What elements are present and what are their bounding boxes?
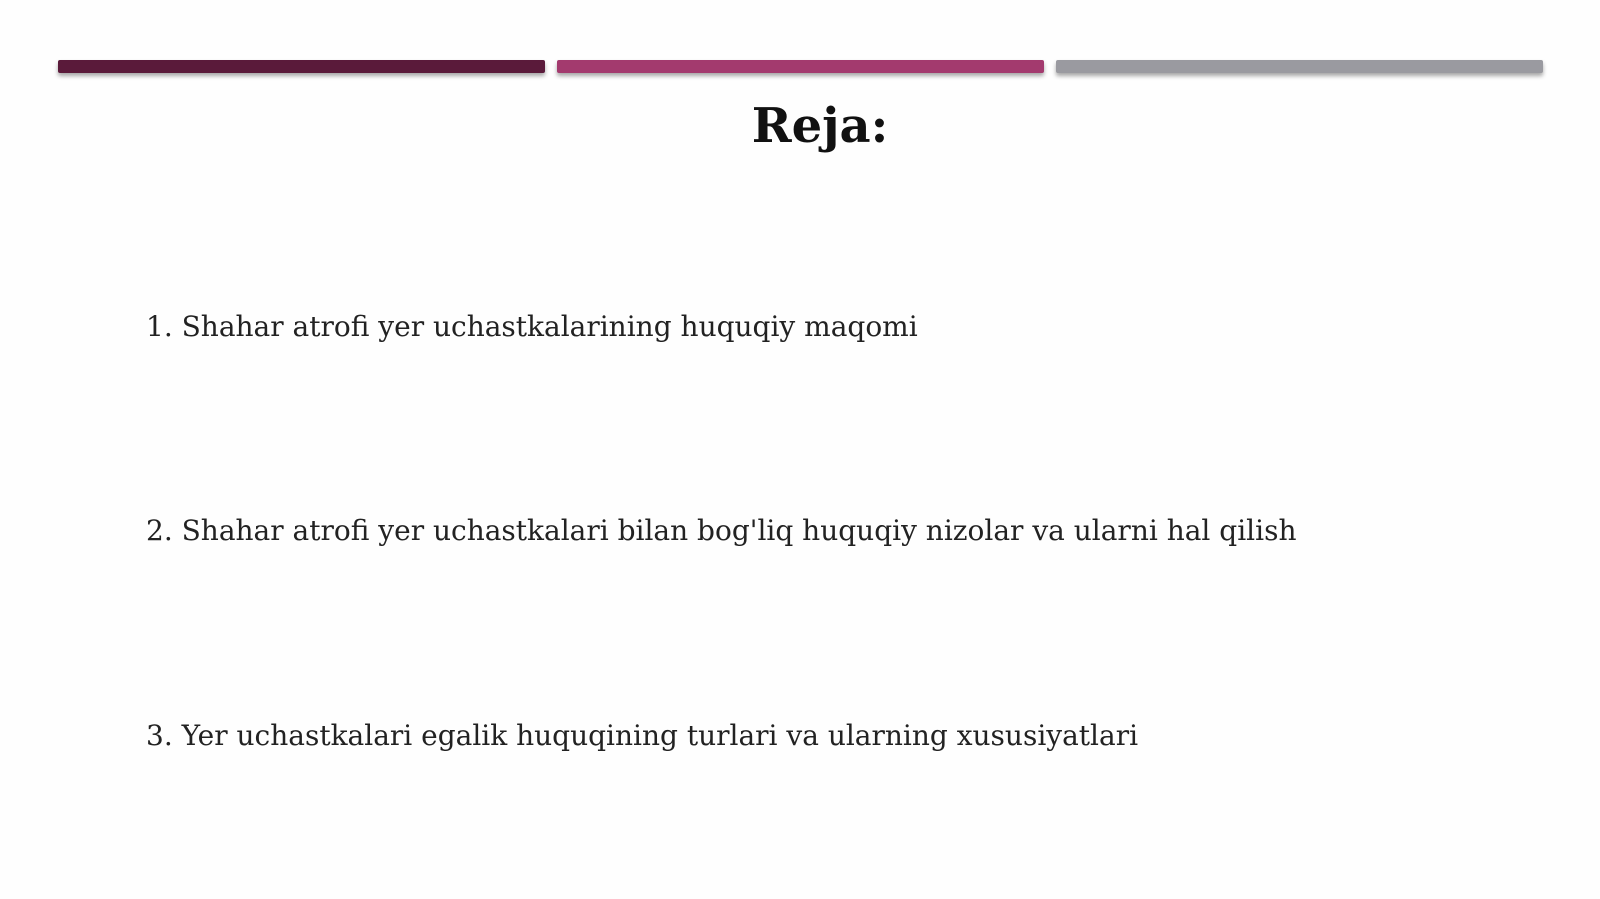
plan-item-2: 2. Shahar atrofi yer uchastkalari bilan bog'liq huquqiy nizolar va ularni hal qilish	[146, 514, 1297, 547]
accent-bar-magenta	[557, 60, 1044, 73]
slide-title: Reja:	[751, 98, 889, 154]
plan-item-3: 3. Yer uchastkalari egalik huquqining turlari va ularning xususiyatlari	[146, 719, 1139, 752]
accent-bar-gray	[1056, 60, 1543, 73]
accent-bar-dark	[58, 60, 545, 73]
plan-item-1: 1. Shahar atrofi yer uchastkalarining huquqiy maqomi	[146, 310, 918, 343]
